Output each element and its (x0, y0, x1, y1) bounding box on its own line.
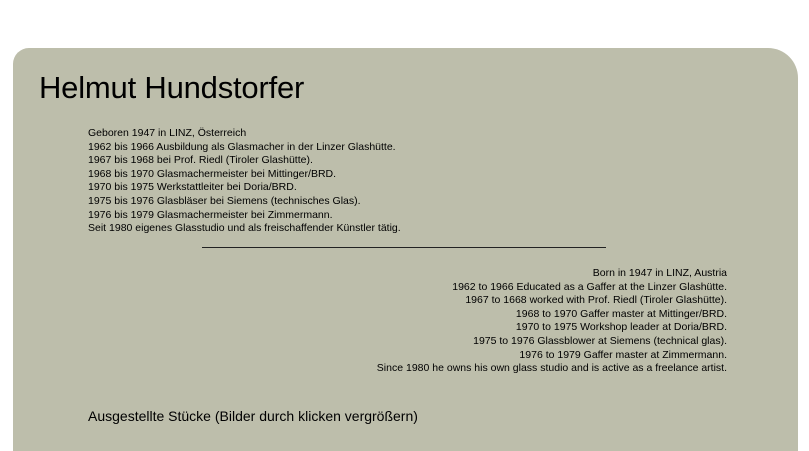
bio-en-line: 1970 to 1975 Workshop leader at Doria/BRD. (515, 321, 727, 334)
content-panel (13, 48, 798, 451)
bio-en-line: Born in 1947 in LINZ, Austria (592, 267, 727, 279)
bio-en-line: 1968 to 1970 Gaffer master at Mittinger/BRD. (515, 307, 727, 320)
bio-de-line: Geboren 1947 in LINZ, Österreich (88, 127, 247, 139)
bio-german (88, 127, 401, 236)
bio-de-line: 1967 bis 1968 bei Prof. Riedl (Tiroler Glashütte). (88, 154, 313, 167)
bio-en-line: 1975 to 1976 Glassblower at Siemens (technical glas). (473, 334, 727, 347)
bio-de-line: 1976 bis 1979 Glasmachermeister bei Zimmermann. (88, 208, 333, 221)
bio-english (377, 267, 727, 376)
bio-de-line: 1968 bis 1970 Glasmachermeister bei Mittinger/BRD. (88, 167, 337, 180)
bio-de-line: 1975 bis 1976 Glasbläser bei Siemens (technisches Glas). (88, 194, 361, 207)
section-divider (202, 247, 606, 248)
exhibited-pieces-heading: Ausgestellte Stücke (Bilder durch klicken vergrößern) (88, 408, 418, 424)
page-title: Helmut Hundstorfer (39, 70, 305, 105)
bio-en-line: 1976 to 1979 Gaffer master at Zimmermann. (519, 348, 727, 361)
bio-de-line: Seit 1980 eigenes Glasstudio und als freischaffender Künstler tätig. (88, 222, 401, 235)
bio-en-line: 1967 to 1668 worked with Prof. Riedl (Tiroler Glashütte). (465, 294, 727, 307)
bio-en-line: 1962 to 1966 Educated as a Gaffer at the Linzer Glashütte. (452, 280, 727, 293)
bio-de-line: 1970 bis 1975 Werkstattleiter bei Doria/BRD. (88, 181, 297, 194)
bio-de-line: 1962 bis 1966 Ausbildung als Glasmacher in der Linzer Glashütte. (88, 140, 396, 153)
bio-en-line: Since 1980 he owns his own glass studio and is active as a freelance artist. (376, 362, 727, 375)
